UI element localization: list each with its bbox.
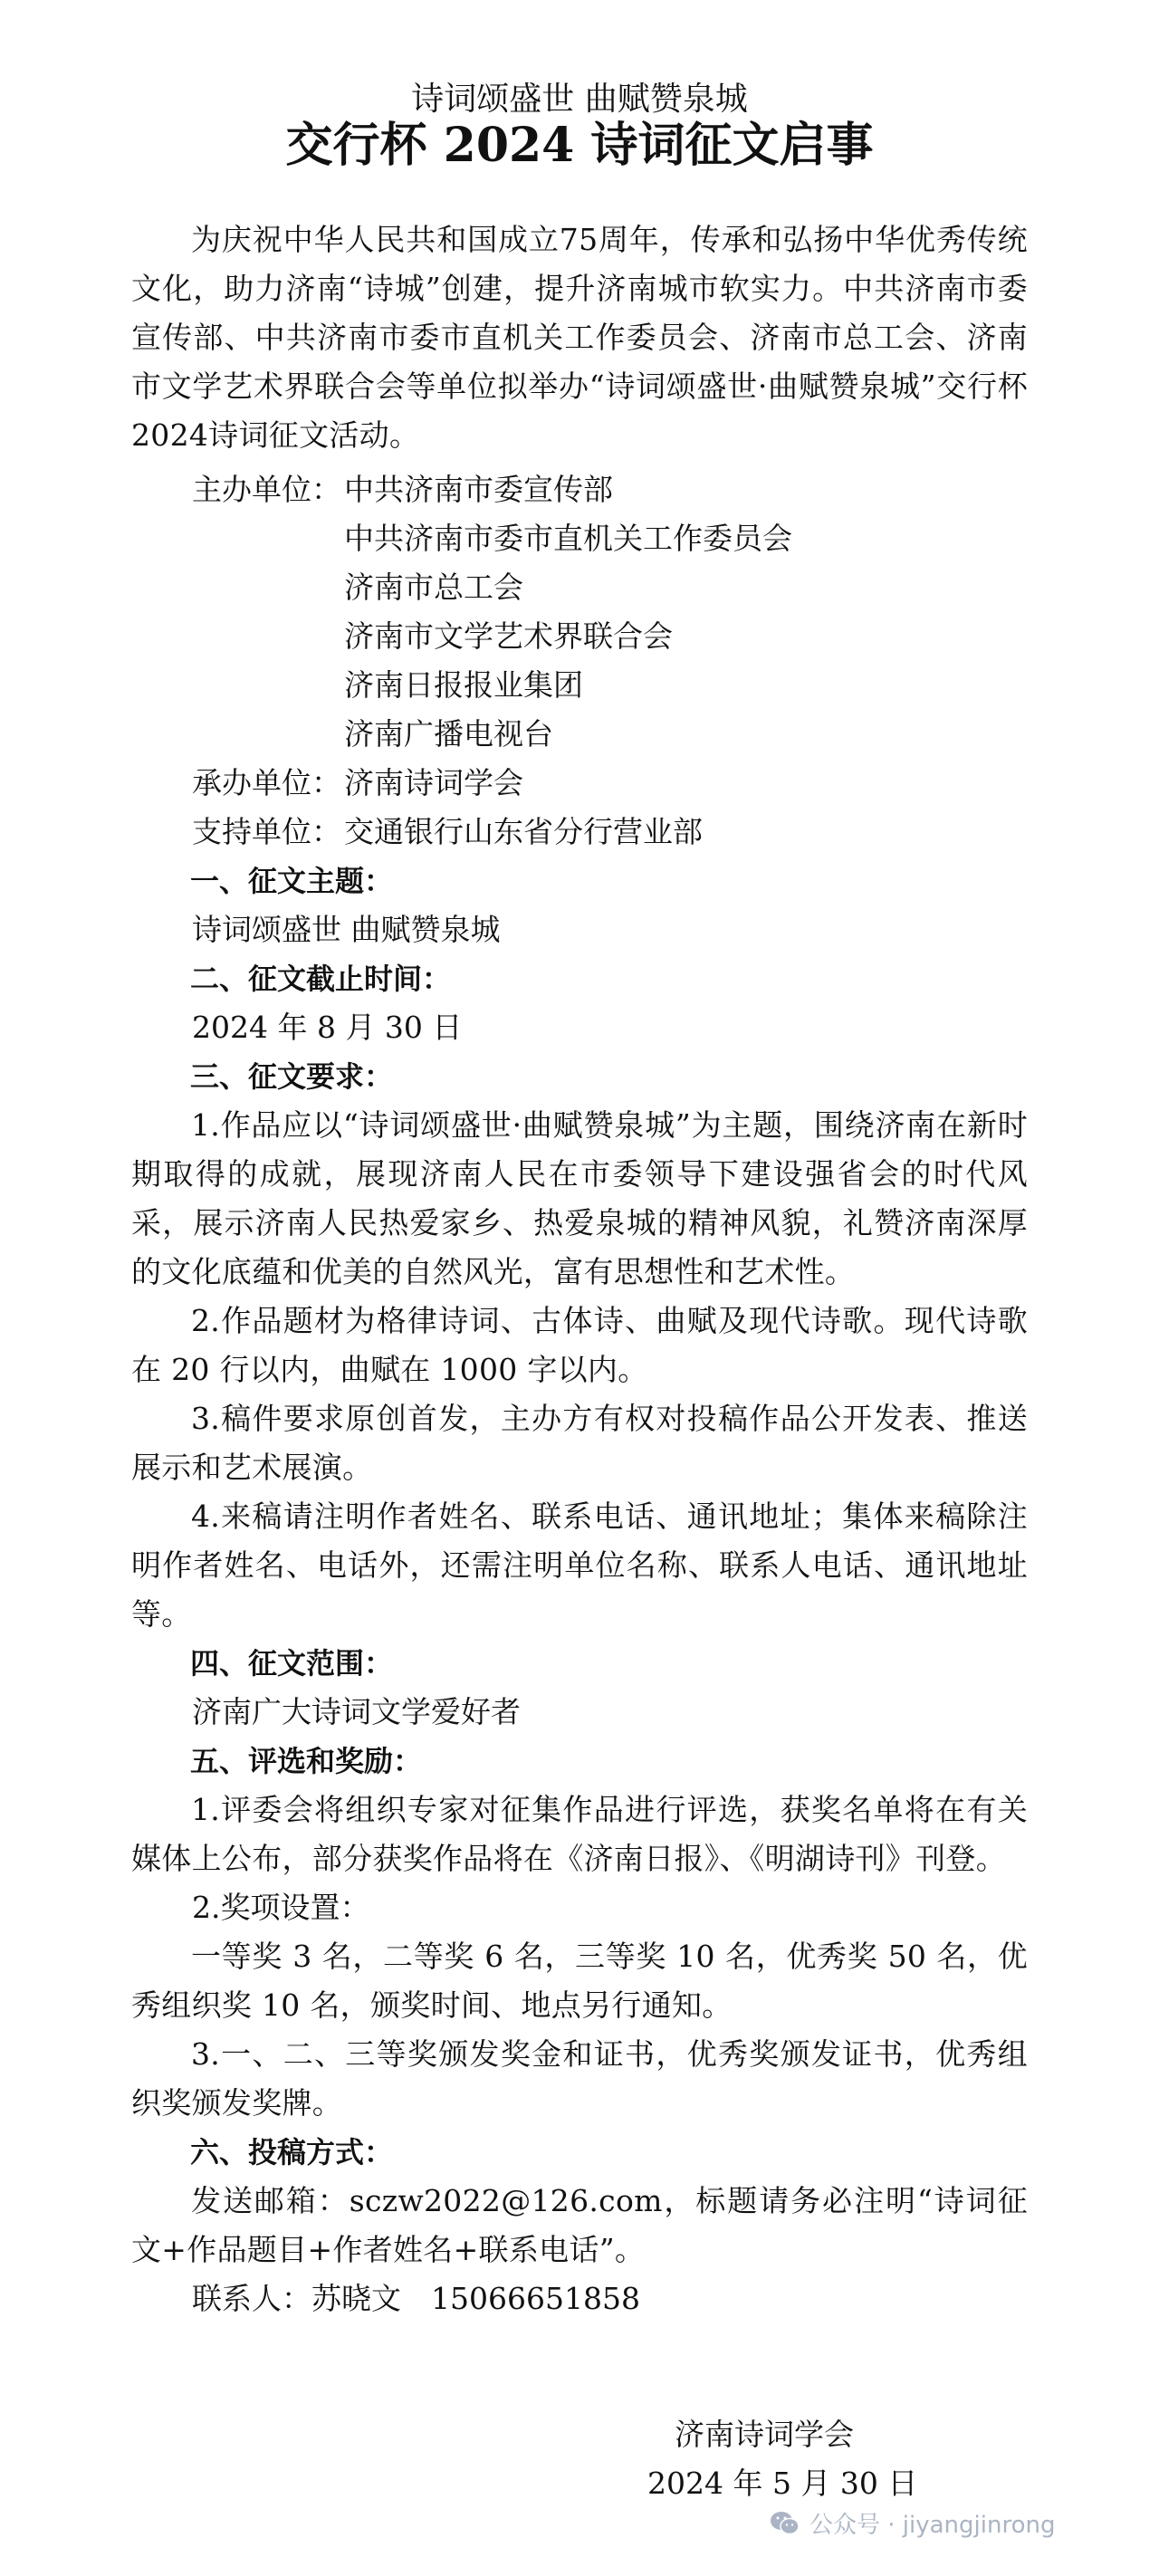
host-item: 济南市文学艺术界联合会 (344, 618, 673, 654)
host-item: 济南广播电视台 (344, 716, 553, 752)
section-heading-scope: 四、征文范围： (190, 1646, 394, 1681)
submission-email: 发送邮箱：sczw2022@126.com，标题请务必注明“诗词征文+作品题目+作者姓名+联系电话”。 (131, 2183, 1028, 2267)
section-heading-awards: 五、评选和奖励： (190, 1744, 423, 1778)
requirement-item: 2.作品题材为格律诗词、古体诗、曲赋及现代诗歌。现代诗歌在 20 行以内，曲赋在 1000 字以内。 (131, 1303, 1028, 1387)
page-title: 交行杯 2024 诗词征文启事 (285, 118, 874, 173)
page-subtitle: 诗词颂盛世 曲赋赞泉城 (411, 81, 748, 118)
wechat-icon (770, 2511, 800, 2536)
signature-date: 2024 年 5 月 30 日 (647, 2466, 918, 2501)
host-item: 中共济南市委市直机关工作委员会 (344, 521, 792, 556)
watermark-text: 公众号 · jiyangjinrong (809, 2512, 1056, 2539)
host-label: 主办单位： (192, 472, 341, 507)
section-heading-deadline: 二、征文截止时间： (190, 962, 452, 996)
intro-paragraph: 为庆祝中华人民共和国成立75周年，传承和弘扬中华优秀传统文化，助力济南“诗城”创建，提升济南城市软实力。中共济南市委宣传部、中共济南市委市直机关工作委员会、济南市总工会、济南市文学艺术界联合会等单位拟举办“诗词颂盛世·曲赋赞泉城”交行杯2024诗词征文活动。 (131, 222, 1028, 453)
award-item: 1.评委会将组织专家对征集作品进行评选，获奖名单将在有关媒体上公布，部分获奖作品将在《济南日报》、《明湖诗刊》刊登。 (131, 1792, 1028, 1876)
host-item: 济南市总工会 (344, 570, 523, 605)
section-heading-requirements: 三、征文要求： (190, 1059, 394, 1094)
requirement-item: 4.来稿请注明作者姓名、联系电话、通讯地址；集体来稿除注明作者姓名、电话外，还需注明单位名称、联系人电话、通讯地址等。 (131, 1499, 1028, 1632)
award-item: 2.奖项设置： (192, 1890, 370, 1925)
undertaker-label: 承办单位： (192, 765, 341, 800)
host-item: 中共济南市委宣传部 (344, 472, 613, 507)
watermark (770, 2506, 1055, 2540)
deadline-text: 2024 年 8 月 30 日 (192, 1010, 463, 1045)
theme-text: 诗词颂盛世 曲赋赞泉城 (192, 912, 501, 947)
award-item: 3.一、二、三等奖颁发奖金和证书，优秀奖颁发证书，优秀组织奖颁发奖牌。 (131, 2036, 1028, 2121)
award-detail: 一等奖 3 名，二等奖 6 名，三等奖 10 名，优秀奖 50 名，优秀组织奖 10 名，颁奖时间、地点另行通知。 (131, 1939, 1028, 2023)
undertaker-value: 济南诗词学会 (344, 765, 523, 800)
requirement-item: 1.作品应以“诗词颂盛世·曲赋赞泉城”为主题，围绕济南在新时期取得的成就，展现济南人民在市委领导下建设强省会的时代风采，展示济南人民热爱家乡、热爱泉城的精神风貌，礼赞济南深厚的文化底蕴和优美的自然风光，富有思想性和艺术性。 (131, 1107, 1028, 1289)
supporter-value: 交通银行山东省分行营业部 (344, 814, 703, 849)
supporter-label: 支持单位： (192, 814, 341, 849)
host-item: 济南日报报业集团 (344, 667, 583, 703)
section-heading-theme: 一、征文主题： (190, 864, 394, 898)
signature-org: 济南诗词学会 (675, 2417, 854, 2452)
requirement-item: 3.稿件要求原创首发，主办方有权对投稿作品公开发表、推送展示和艺术展演。 (131, 1401, 1028, 1485)
scope-text: 济南广大诗词文学爱好者 (192, 1694, 521, 1729)
section-heading-submission: 六、投稿方式： (190, 2135, 394, 2169)
contact-line: 联系人：苏晓文 15066651858 (192, 2281, 640, 2316)
